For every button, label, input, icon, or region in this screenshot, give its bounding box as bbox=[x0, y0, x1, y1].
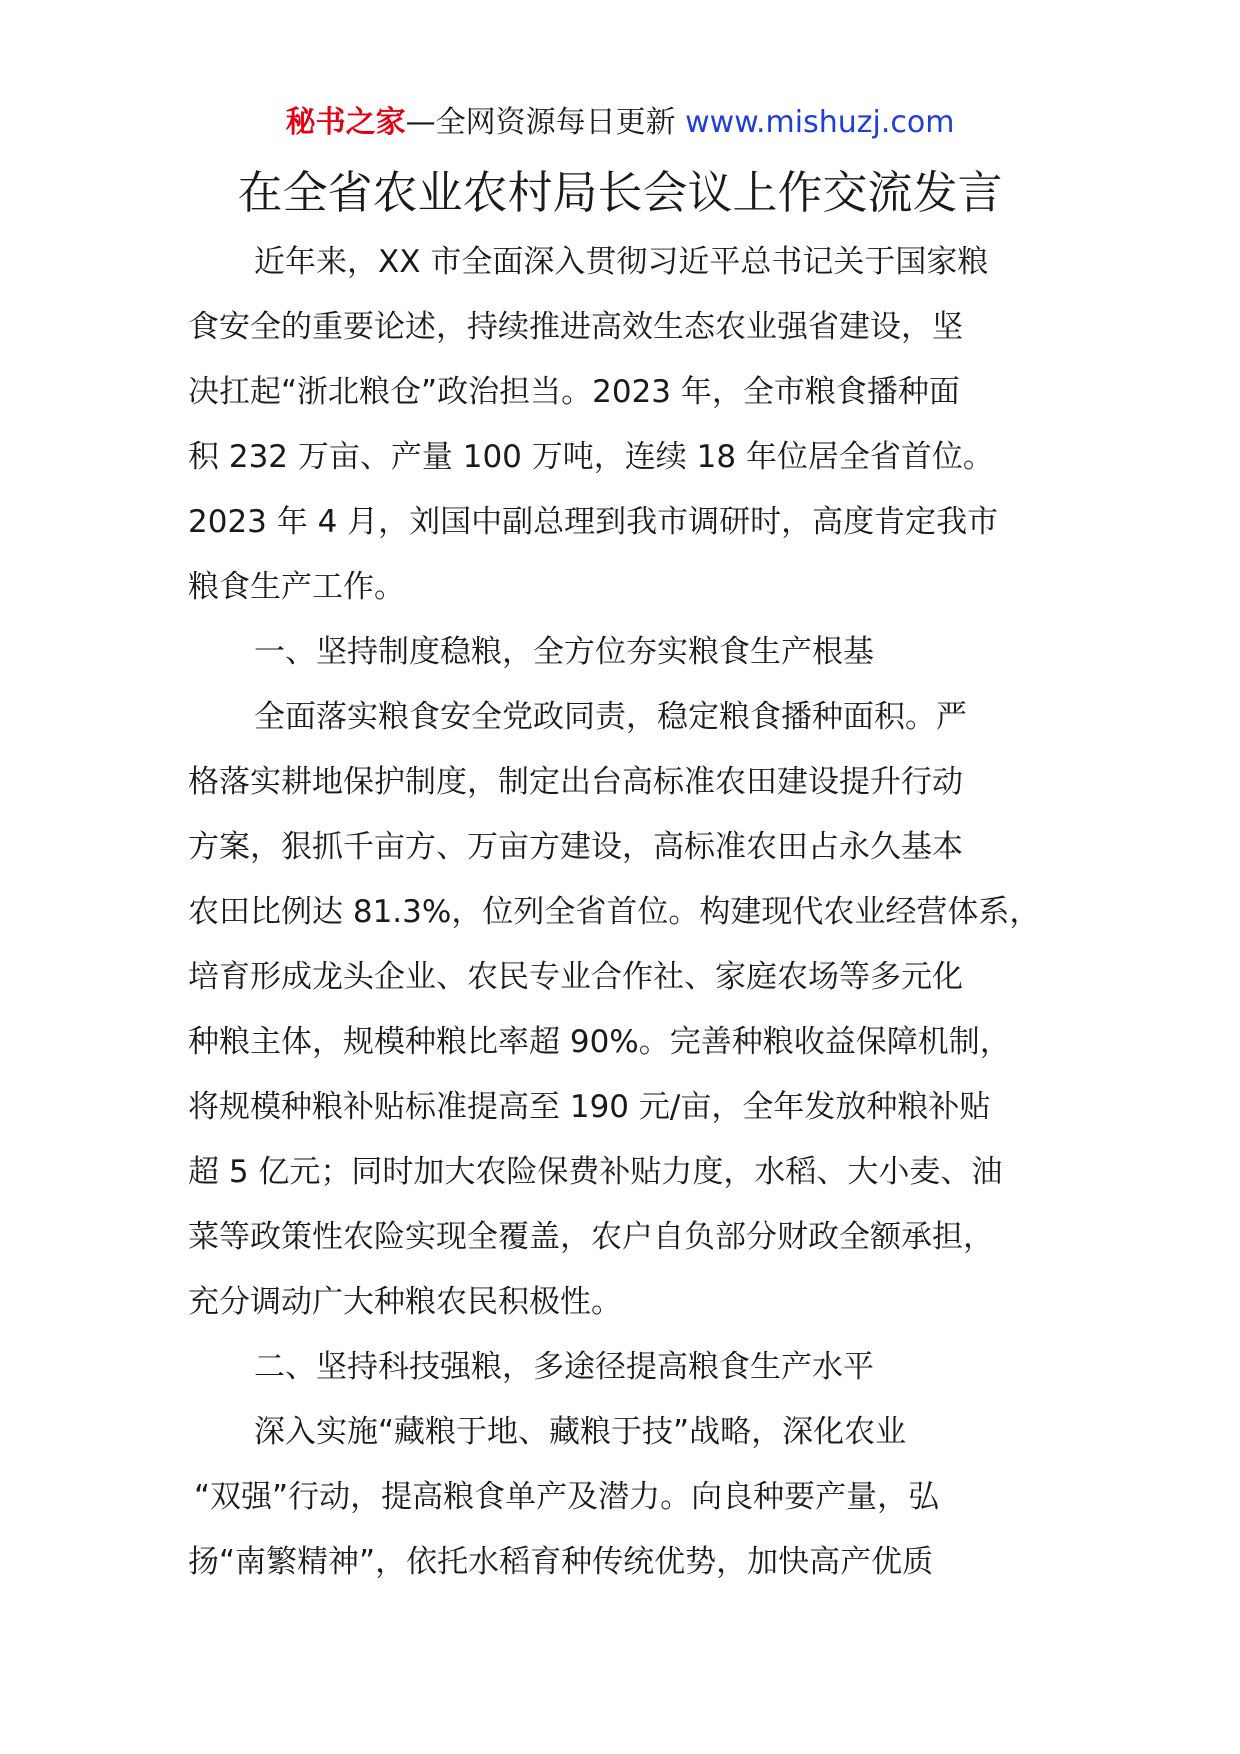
paragraph-line: 种粮主体，规模种粮比率超 90%。完善种粮收益保障机制， bbox=[188, 1024, 1011, 1060]
paragraph-line: 全面落实粮食安全党政同责，稳定粮食播种面积。严 bbox=[254, 699, 967, 735]
paragraph-line: 2023 年 4 月，刘国中副总理到我市调研时，高度肯定我市 bbox=[188, 504, 999, 540]
paragraph-line: 决扛起“浙北粮仓”政治担当。2023 年，全市粮食播种面 bbox=[188, 374, 960, 410]
banner-url: www.mishuzj.com bbox=[685, 105, 955, 140]
section-heading-2: 二、坚持科技强粮，多途径提高粮食生产水平 bbox=[254, 1349, 874, 1385]
paragraph-line: 菜等政策性农险实现全覆盖，农户自负部分财政全额承担， bbox=[188, 1219, 994, 1255]
paragraph-line: 方案，狠抓千亩方、万亩方建设，高标准农田占永久基本 bbox=[188, 829, 963, 865]
document-body bbox=[188, 230, 1088, 1595]
section-heading-1: 一、坚持制度稳粮，全方位夯实粮食生产根基 bbox=[254, 634, 874, 670]
paragraph-line: 深入实施“藏粮于地、藏粮于技”战略，深化农业 bbox=[254, 1414, 907, 1450]
paragraph-line: 将规模种粮补贴标准提高至 190 元/亩，全年发放种粮补贴 bbox=[188, 1089, 991, 1125]
document-title: 在全省农业农村局长会议上作交流发言 bbox=[237, 166, 1003, 219]
paragraph-line: 粮食生产工作。 bbox=[188, 569, 405, 605]
paragraph-line: 培育形成龙头企业、农民专业合作社、家庭农场等多元化 bbox=[188, 959, 963, 995]
paragraph-line: 格落实耕地保护制度，制定出台高标准农田建设提升行动 bbox=[188, 764, 963, 800]
paragraph-line: 充分调动广大种粮农民积极性。 bbox=[188, 1284, 622, 1320]
banner-brand: 秘书之家 bbox=[285, 105, 406, 140]
paragraph-line: 超 5 亿元；同时加大农险保费补贴力度，水稻、大小麦、油 bbox=[188, 1154, 1003, 1190]
banner-slogan: —全网资源每日更新 bbox=[405, 105, 686, 140]
paragraph-line: 近年来，XX 市全面深入贯彻习近平总书记关于国家粮 bbox=[254, 244, 989, 280]
paragraph-line: 食安全的重要论述，持续推进高效生态农业强省建设，坚 bbox=[188, 309, 963, 345]
site-banner bbox=[0, 103, 1240, 143]
paragraph-line: 积 232 万亩、产量 100 万吨，连续 18 年位居全省首位。 bbox=[188, 439, 994, 475]
paragraph-line: 农田比例达 81.3%，位列全省首位。构建现代农业经营体系， bbox=[188, 894, 1041, 930]
paragraph-line: “双强”行动，提高粮食单产及潜力。向良种要产量，弘 bbox=[194, 1479, 940, 1515]
paragraph-line: 扬“南繁精神”，依托水稻育种传统优势，加快高产优质 bbox=[188, 1544, 934, 1580]
